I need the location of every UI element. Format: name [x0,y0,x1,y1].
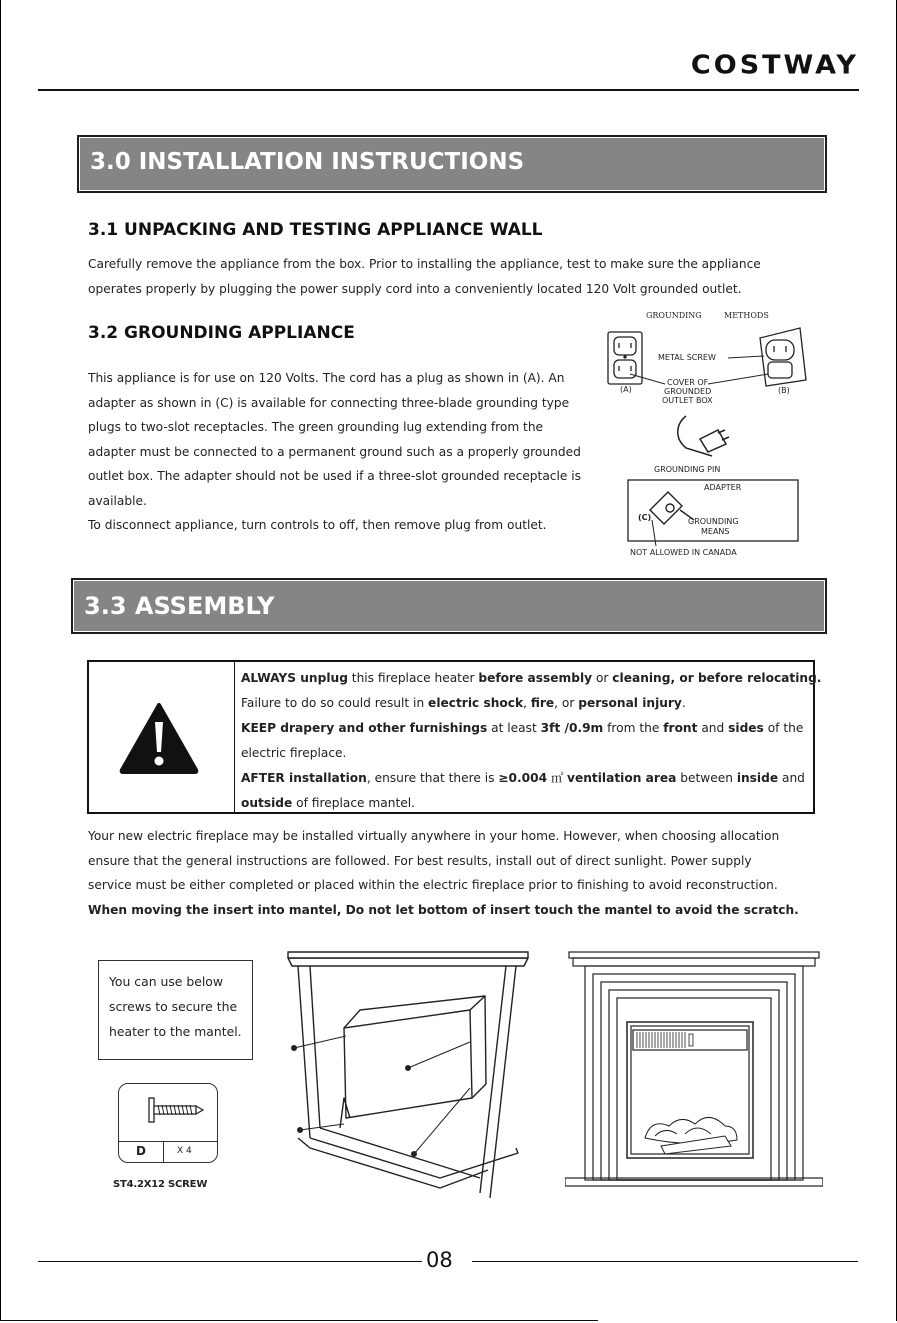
warning-line [241,666,821,691]
bottom-edge-line [0,1320,598,1321]
text-line: operates properly by plugging the power supply cord into a conveniently located 120 Volt grounded outlet. [88,281,742,296]
warn-bold: AFTER installation [241,771,367,785]
screw-part-box [118,1083,218,1163]
grounding-pin-label: GROUNDING PIN [654,465,721,474]
warn-text: of fireplace mantel. [292,796,415,810]
warn-bold: electric shock [428,696,524,710]
text-line: This appliance is for use on 120 Volts. The cord has a plug as shown in (A). An [88,371,565,385]
text-line: Your new electric fireplace may be installed virtually anywhere in your home. However, when choosing allocation [88,829,780,843]
section-3-2-heading: 3.2 GROUNDING APPLIANCE [88,323,355,343]
grounding-means-label: GROUNDING [688,517,739,526]
warn-bold: ALWAYS unplug [241,671,348,685]
warn-text: , ensure that there is [366,771,499,785]
mantel-assembly-illustration [280,948,530,1203]
warn-text: at least [487,721,541,735]
warn-text: and [697,721,729,735]
warning-line [241,716,821,741]
warn-text: and [778,771,805,785]
assembly-body-text [88,824,799,922]
warn-bold: ≥0.004 [498,771,548,785]
cover-label: OUTLET BOX [662,396,713,405]
warning-line [241,691,821,716]
outlet-b-icon [760,328,806,386]
text-line: Carefully remove the appliance from the box. Prior to installing the appliance, test to make sure the appliance [88,257,761,271]
cover-label: COVER OF [667,378,709,387]
screw-callout-text: You can use below screws to secure the heater to the mantel. [109,974,242,1039]
metal-screw-label: METAL SCREW [658,353,716,362]
warn-text: of the [763,721,804,735]
warning-text [241,666,821,816]
text-line: ensure that the general instructions are followed. For best results, install out of direct sunlight. Power supply [88,853,752,868]
text-line: available. [88,493,147,508]
text-line-bold: When moving the insert into mantel, Do not let bottom of insert touch the mantel to avoid the scratch. [88,902,799,917]
warning-icon [119,702,199,774]
warning-box [87,660,822,814]
plug-icon [678,416,729,456]
label-a: (A) [620,385,632,394]
warn-bold: inside [736,771,779,785]
warn-text: . [681,696,686,710]
screw-caption: ST4.2X12 SCREW [113,1179,208,1190]
text-line: service must be either completed or placed within the electric fireplace prior to finishing to avoid reconstruction. [88,878,778,892]
figure-title-left: GROUNDING [646,311,702,320]
warning-line [241,741,821,766]
figure-title-right: METHODS [724,311,769,320]
warn-bold: ventilation area [567,771,677,785]
warn-text: Failure to do so could result in [241,696,429,710]
screw-table-divider [163,1141,164,1162]
warn-text: , or [554,696,579,710]
warn-bold: before assembly [478,671,593,685]
warning-line [241,766,821,791]
warn-text: or [592,671,613,685]
warning-line [241,791,821,816]
warn-bold: front [663,721,698,735]
page-number: 08 [426,1248,453,1272]
warn-text: between [676,771,737,785]
cover-label: GROUNDED [664,387,712,396]
text-line: plugs to two-slot receptacles. The green grounding lug extending from the [88,420,544,434]
warn-text: from the [603,721,664,735]
screw-icon [127,1092,209,1132]
warn-text: this fireplace heater [347,671,479,685]
section-3-2-text [88,366,581,538]
text-line: To disconnect appliance, turn controls to off, then remove plug from outlet. [88,518,547,532]
label-b: (B) [778,386,790,395]
section-3-0-bar [77,135,827,193]
warn-bold: outside [241,796,293,810]
section-3-3-bar [71,578,827,634]
footer-rule-left [38,1261,422,1262]
screw-quantity: X 4 [177,1146,192,1156]
warn-bold: cleaning, or before relocating. [612,671,822,685]
text-line: adapter must be connected to a permanent ground such as a properly grounded [88,444,581,459]
grounding-means-label: MEANS [701,527,730,536]
warning-divider [234,662,235,812]
warn-bold: 3ft /0.9m [540,721,604,735]
finished-fireplace-illustration [565,950,823,1190]
screw-callout-box [98,960,253,1060]
screw-table-rule [119,1141,217,1142]
text-line: outlet box. The adapter should not be used if a three-slot grounded receptacle is [88,469,581,483]
text-line: adapter as shown in (C) is available for connecting three-blade grounding type [88,395,570,410]
screw-part-letter: D [136,1144,146,1158]
warn-bold: fire [530,696,555,710]
section-3-1-text [88,252,761,301]
footer-rule-right [472,1261,858,1262]
adapter-label: ADAPTER [704,483,742,492]
section-3-1-heading: 3.1 UNPACKING AND TESTING APPLIANCE WALL [88,220,543,240]
label-c: (C) [638,513,652,522]
warn-bold: personal injury [578,696,682,710]
brand-logo: COSTWAY [690,50,859,81]
section-3-0-title: 3.0 INSTALLATION INSTRUCTIONS [90,149,525,175]
not-allowed-label: NOT ALLOWED IN CANADA [630,548,737,557]
warn-text: electric fireplace. [241,746,347,760]
warn-bold: sides [728,721,764,735]
warn-bold: KEEP drapery and other furnishings [241,721,488,735]
section-3-3-title: 3.3 ASSEMBLY [84,592,275,620]
warn-text: ㎡ [547,771,568,785]
warn-text: , [523,696,531,710]
header-rule [38,89,859,91]
grounding-methods-figure [600,306,815,562]
